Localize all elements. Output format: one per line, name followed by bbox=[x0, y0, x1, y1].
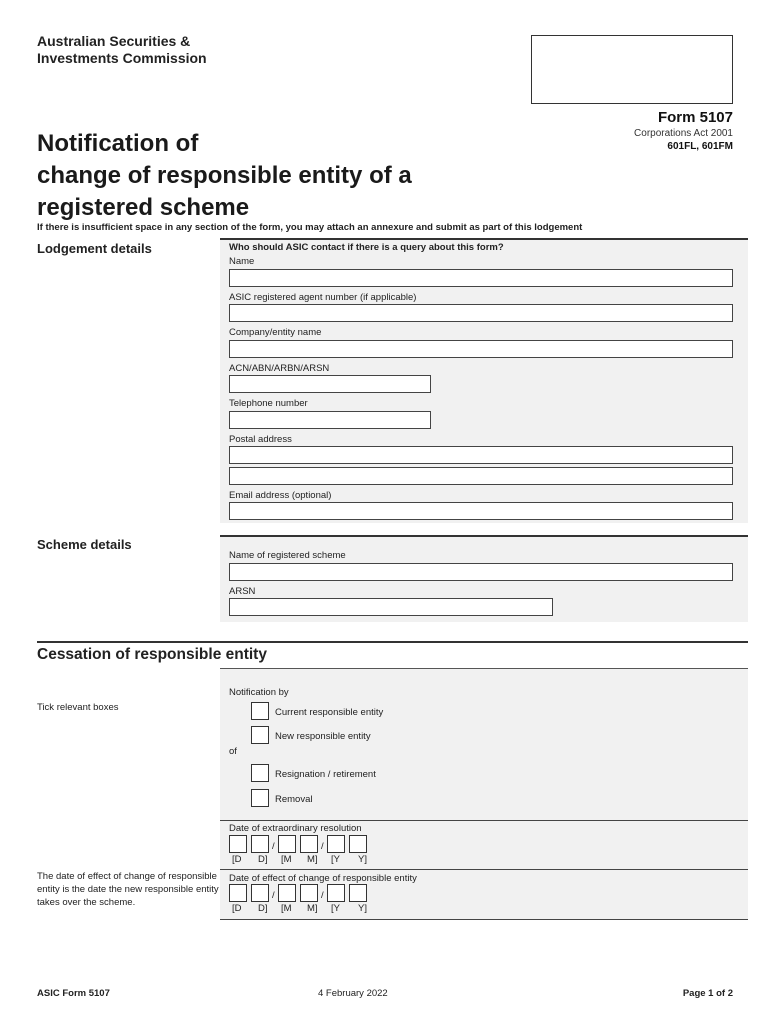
agent-label: ASIC registered agent number (if applicable) bbox=[229, 292, 417, 303]
name-input[interactable] bbox=[229, 269, 733, 287]
divider bbox=[220, 919, 748, 920]
scheme-name-label: Name of registered scheme bbox=[229, 550, 346, 561]
date-slash: / bbox=[272, 890, 275, 901]
footer-page-number: Page 1 of 2 bbox=[682, 988, 733, 999]
resolution-date-field bbox=[229, 835, 389, 867]
removal-label: Removal bbox=[275, 794, 313, 805]
resolution-date-label: Date of extraordinary resolution bbox=[229, 823, 362, 834]
of-label: of bbox=[229, 746, 237, 757]
effect-month-2[interactable] bbox=[300, 884, 318, 902]
organisation-name bbox=[37, 33, 257, 67]
resolution-day-1[interactable] bbox=[229, 835, 247, 853]
postal-address-input-2[interactable] bbox=[229, 467, 733, 485]
acn-input[interactable] bbox=[229, 375, 431, 393]
date-slash: / bbox=[321, 841, 324, 852]
effect-day-2[interactable] bbox=[251, 884, 269, 902]
removal-checkbox[interactable] bbox=[251, 789, 269, 807]
lodgement-heading: Lodgement details bbox=[37, 241, 152, 256]
acn-label: ACN/ABN/ARBN/ARSN bbox=[229, 363, 330, 374]
effect-year-1[interactable] bbox=[327, 884, 345, 902]
email-input[interactable] bbox=[229, 502, 733, 520]
postal-label: Postal address bbox=[229, 434, 292, 445]
section-rule bbox=[37, 641, 748, 643]
current-re-label: Current responsible entity bbox=[275, 707, 384, 718]
act-sections: 601FL, 601FM bbox=[667, 141, 733, 152]
act-reference bbox=[634, 127, 733, 153]
title-line-2: change of responsible entity of a bbox=[37, 162, 412, 189]
agent-number-input[interactable] bbox=[229, 304, 733, 322]
date-format-hint: [M bbox=[281, 854, 292, 865]
date-format-hint: [D bbox=[232, 854, 242, 865]
page-title bbox=[37, 128, 517, 224]
effect-date-field bbox=[229, 884, 389, 916]
date-format-hint: M] bbox=[307, 854, 318, 865]
scheme-name-input[interactable] bbox=[229, 563, 733, 581]
company-name-input[interactable] bbox=[229, 340, 733, 358]
footer-date: 4 February 2022 bbox=[318, 988, 388, 999]
effect-date-label: Date of effect of change of responsible entity bbox=[229, 873, 417, 884]
title-line-1: Notification of bbox=[37, 130, 199, 157]
date-slash: / bbox=[321, 890, 324, 901]
new-re-label: New responsible entity bbox=[275, 731, 371, 742]
email-label: Email address (optional) bbox=[229, 490, 332, 501]
date-format-hint: Y] bbox=[358, 903, 367, 914]
phone-label: Telephone number bbox=[229, 398, 308, 409]
resolution-day-2[interactable] bbox=[251, 835, 269, 853]
form-number: Form 5107 bbox=[657, 109, 733, 126]
notification-by-label: Notification by bbox=[229, 687, 289, 698]
cessation-heading: Cessation of responsible entity bbox=[37, 646, 267, 663]
office-use-box bbox=[531, 35, 733, 104]
resolution-month-2[interactable] bbox=[300, 835, 318, 853]
resignation-checkbox[interactable] bbox=[251, 764, 269, 782]
date-format-hint: [D bbox=[232, 903, 242, 914]
divider bbox=[220, 869, 748, 870]
org-line-2: Investments Commission bbox=[37, 50, 207, 66]
new-re-checkbox[interactable] bbox=[251, 726, 269, 744]
scheme-heading: Scheme details bbox=[37, 537, 132, 552]
footer-form-name: ASIC Form 5107 bbox=[37, 988, 110, 999]
telephone-input[interactable] bbox=[229, 411, 431, 429]
date-format-hint: D] bbox=[258, 903, 268, 914]
tick-note: Tick relevant boxes bbox=[37, 702, 119, 713]
company-label: Company/entity name bbox=[229, 327, 322, 338]
date-format-hint: Y] bbox=[358, 854, 367, 865]
current-re-checkbox[interactable] bbox=[251, 702, 269, 720]
title-line-3: registered scheme bbox=[37, 194, 250, 221]
divider bbox=[220, 820, 748, 821]
date-format-hint: [M bbox=[281, 903, 292, 914]
effect-month-1[interactable] bbox=[278, 884, 296, 902]
act-name: Corporations Act 2001 bbox=[634, 128, 733, 139]
annexure-note: If there is insufficient space in any section of the form, you may attach an annexure and submit as part of this lodgement bbox=[37, 222, 583, 233]
date-slash: / bbox=[272, 841, 275, 852]
name-label: Name bbox=[229, 256, 255, 267]
effect-year-2[interactable] bbox=[349, 884, 367, 902]
org-line-1: Australian Securities & bbox=[37, 33, 191, 49]
resignation-label: Resignation / retirement bbox=[275, 769, 376, 780]
resolution-month-1[interactable] bbox=[278, 835, 296, 853]
date-format-hint: [Y bbox=[331, 903, 340, 914]
date-format-hint: M] bbox=[307, 903, 318, 914]
date-format-hint: [Y bbox=[331, 854, 340, 865]
effect-note: The date of effect of change of responsible entity is the date the new responsible entity takes over the scheme. bbox=[37, 871, 219, 908]
resolution-year-1[interactable] bbox=[327, 835, 345, 853]
arsn-input[interactable] bbox=[229, 598, 553, 616]
arsn-label: ARSN bbox=[229, 586, 256, 597]
postal-address-input-1[interactable] bbox=[229, 446, 733, 464]
resolution-year-2[interactable] bbox=[349, 835, 367, 853]
contact-question: Who should ASIC contact if there is a query about this form? bbox=[229, 242, 504, 253]
effect-day-1[interactable] bbox=[229, 884, 247, 902]
date-format-hint: D] bbox=[258, 854, 268, 865]
